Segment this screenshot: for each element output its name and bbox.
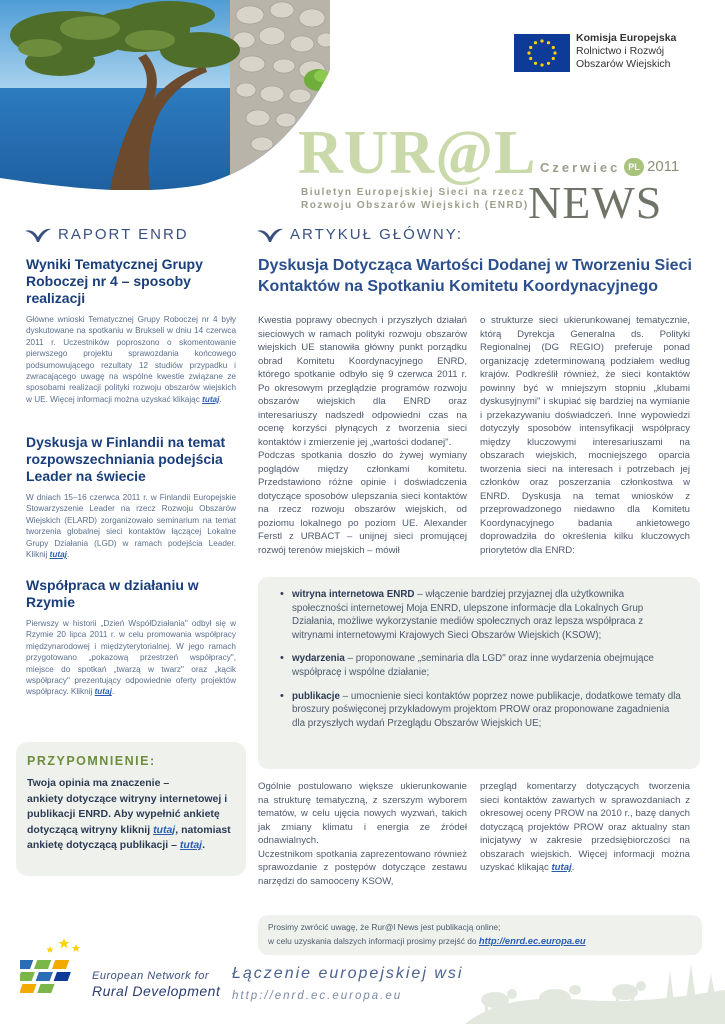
article-text: Główne wnioski Tematycznej Grupy Roboczej nr 4 były dyskutowane na spotkaniu w Brukseli w dniu 14 czerwca 2011 r. Uczestników poproszono o skomentowanie pierwszego projektu sprawozdania końcowego podsumowującego rezultaty 12 studiów przypadku i zwracającego uwagę na wspólne kwestie związane ze sposobami realizacji polityki rozwoju obszarów wiejskich w UE. Więcej informacji można uzyskać klikając bbox=[26, 315, 236, 404]
reminder-end: . bbox=[202, 839, 205, 851]
subtitle-line-2: Rozwoju Obszarów Wiejskich (ENRD) bbox=[301, 200, 529, 211]
list-item-text: – umocnienie sieci kontaktów poprzez nowe publikacje, dodatkowe tematy dla broszury poświęconej przykładowym projektom PROW oraz proponowane zagadnienia dla przyszłych wydań Przeglądu Obszarów Wiejskich UE; bbox=[292, 690, 681, 729]
main-column-3 bbox=[258, 780, 467, 888]
article-body bbox=[26, 492, 236, 560]
ec-line-2: Rolnictwo i Rozwój bbox=[576, 45, 665, 57]
article-title: Współpraca w działaniu w Rzymie bbox=[26, 577, 199, 610]
paragraph-tail: . bbox=[571, 862, 575, 873]
reminder-line-2: ankiety dotyczące witryny internetowej i publikacji ENRD. Aby wypełnić ankietę dotyczącą witryny kliknij bbox=[27, 792, 228, 836]
online-notice bbox=[258, 915, 702, 955]
reminder-box bbox=[16, 742, 246, 876]
article-title: Dyskusja w Finlandii na temat rozpowszechniania podejścia Leader na świecie bbox=[26, 434, 226, 484]
section-heading-label: ARTYKUŁ GŁÓWNY: bbox=[290, 226, 464, 243]
ec-logo-block bbox=[514, 32, 714, 76]
section-heading-label: RAPORT ENRD bbox=[58, 226, 189, 243]
masthead-news: NEWS bbox=[528, 177, 663, 228]
ec-line-3: Obszarów Wiejskich bbox=[576, 58, 671, 70]
language-badge: PL bbox=[624, 158, 644, 176]
masthead-subtitle bbox=[301, 186, 529, 212]
paragraph: Uczestnikom spotkania zaprezentowano również sprawozdanie z postępów dotyczące zestawu narzędzi do samooceny KSOW, bbox=[258, 848, 467, 887]
main-article-title: Dyskusja Dotycząca Wartości Dodanej w Tworzeniu Sieci Kontaktów na Spotkaniu Komitetu Koordynacyjnego bbox=[258, 257, 692, 295]
article-tail: . bbox=[66, 550, 70, 560]
footer-url: http://enrd.ec.europa.eu bbox=[232, 990, 403, 1002]
article-text: Pierwszy w historii „Dzień WspółDziałania" odbył się w Rzymie 20 lipca 2011 r. w celu promowania współpracy międzynarodowej i międzyterytorialnej. W jego ramach przygotowano „pokazową przestrzeń współpracy", miejsce do spotkań „twarzą w twarz" oraz „kącik współpracy" prezentujący odpowiednie oferty projektów współpracy. Kliknij bbox=[26, 619, 236, 697]
subtitle-line-1: Biuletyn Europejskiej Sieci na rzecz bbox=[301, 187, 526, 198]
website-survey-link[interactable]: tutaj bbox=[153, 823, 176, 836]
ec-label bbox=[576, 32, 676, 71]
article-link[interactable]: tutaj bbox=[94, 687, 112, 697]
enrd-website-link[interactable]: http://enrd.ec.europa.eu bbox=[478, 935, 586, 946]
reminder-mid: , natomiast ankietę dotyczącą publikacji – bbox=[27, 823, 231, 851]
header-photo bbox=[0, 0, 330, 190]
article-link[interactable]: tutaj bbox=[202, 394, 220, 404]
publication-survey-link[interactable]: tutaj bbox=[179, 839, 203, 851]
article-title: Wyniki Tematycznej Grupy Roboczej nr 4 – sposoby realizacji bbox=[26, 256, 203, 306]
enrd-name-line-2: Rural Development bbox=[92, 983, 221, 999]
eu-flag-icon bbox=[514, 34, 570, 72]
bird-icon bbox=[256, 227, 284, 243]
notice-line-2-wrap bbox=[268, 934, 692, 948]
notice-line-1: Prosimy zwrócić uwagę, że Rur@l News jest publikacją online; bbox=[268, 922, 501, 932]
paragraph-text: przegląd komentarzy dotyczących tworzenia sieci kontaktów zawartych w sprawozdaniach z okresowej oceny PROW na 2010 r., bazę danych dotyczącą projektów PROW oraz aktualny stan inicjatywy w zakresie przedsiębiorczości na obszarach wiejskich. Więcej informacji można uzyskać klikając bbox=[480, 781, 690, 873]
paragraph bbox=[480, 780, 690, 875]
article-tail: . bbox=[219, 394, 222, 404]
priorities-list bbox=[280, 588, 682, 730]
main-column-1 bbox=[258, 314, 467, 557]
list-item bbox=[280, 588, 682, 642]
article-rome bbox=[26, 577, 236, 698]
article-link[interactable]: tutaj bbox=[49, 550, 67, 560]
reminder-title: PRZYPOMNIENIE: bbox=[27, 754, 156, 768]
paragraph: Podczas spotkania doszło do żywej wymiany poglądów między członkami komitetu. Przedstawiono różne opinie i doświadczenia dotyczące sposobów ulepszania sieci kontaktów na rzecz rozwoju obszarów wiejskich, od poziomu lokalnego po poziom UE. Alexander Ferstl z URBACT – unijnej sieci promującej rozwój terenów miejskich – mówił bbox=[258, 450, 467, 556]
section-heading-report bbox=[24, 226, 189, 243]
article-finland bbox=[26, 434, 236, 560]
article-text: W dniach 15–16 czerwca 2011 r. w Finlandii Europejskie Stowarzyszenie Leader na rzecz Rozwoju Obszarów Wiejskich (ELARD) zorganizowało seminarium na temat tworzenia globalnej sieci kontaktów łączącej Lokalne Grupy Działania (LGD) w ramach podejścia Leader. Kliknij bbox=[26, 493, 236, 560]
paragraph: Kwestia poprawy obecnych i przyszłych działań sieciowych w ramach polityki rozwoju obszarów wiejskich UE stanowiła główny punkt porządku obrad Komitetu Koordynacyjnego ENRD, którego spotkanie odbyło się 9 czerwca 2011 r. Po okresowym przeglądzie programów rozwoju obszarów wiejskich dla ENRD oraz interesariuszy nadszedł odpowiedni czas na ocenę korzyści płynących z tworzenia sieci kontaktów i zmierzenie jej „wartości dodanej". bbox=[258, 315, 467, 448]
enrd-logo-icon bbox=[20, 936, 92, 1000]
footer-slogan: Łączenie europejskiej wsi bbox=[232, 965, 464, 982]
list-item-text: – włączenie bardziej przyjaznej dla użytkownika społeczności internetowej Moja ENRD, ulepszone informacje dla Lokalnych Grup Działania, możliwe wykorzystanie mediów społecznych oraz lepsza współpraca z witrynami internetowymi Krajowych Sieci Obszarów Wiejskich (KSOW); bbox=[292, 589, 644, 641]
priorities-box bbox=[258, 577, 700, 769]
list-item-term: publikacje bbox=[292, 690, 340, 702]
enrd-name-line-1: European Network for bbox=[92, 970, 209, 982]
issue-year: 2011 bbox=[647, 158, 680, 175]
ec-line-1: Komisja Europejska bbox=[576, 32, 677, 44]
main-article-link[interactable]: tutaj bbox=[551, 862, 572, 873]
bird-icon bbox=[24, 227, 52, 243]
main-column-4 bbox=[480, 780, 690, 875]
reminder-line-1: Twoja opinia ma znaczenie – bbox=[27, 777, 170, 789]
article-tail: . bbox=[111, 687, 115, 697]
article-body bbox=[26, 314, 236, 405]
list-item-term: witryna internetowa ENRD bbox=[292, 589, 415, 600]
list-item bbox=[280, 652, 682, 679]
paragraph: o strukturze sieci ukierunkowanej tematycznie, którą Dyrekcja Generalna ds. Polityki Regionalnej (DG REGIO) preferuje ponad organizację zdeterminowaną podziałem według krajów. Podkreślił również, że sieci kontaktów powinny być w mniejszym stopniu „klubami dyskusyjnymi" i skupiać się bardziej na wymianie i przekazywaniu doświadczeń. Inne wypowiedzi dotyczyły sposobów intensyfikacji współpracy między kluczowymi interesariuszami na obszarach wiejskich, mocniejszego oparcia tworzenia sieci na interesach i potrzebach jej członków oraz poszerzania członkostwa w ENRD. Dyskusja na temat wniosków z przeprowadzonego niedawno dla Komitetu Koordynacyjnego badania ankietowego doprowadziła do określenia kilku kluczowych priorytetów dla ENRD: bbox=[480, 315, 690, 556]
section-heading-main bbox=[256, 226, 463, 243]
paragraph: Ogólnie postulowano większe ukierunkowanie na strukturę tematyczną, z szerszym wyborem tematów, w celu ujęcia nowych wyzwań, takich jak zmiany klimatu i energia ze źródeł odnawialnych. bbox=[258, 781, 467, 846]
list-item bbox=[280, 690, 682, 731]
list-item-term: wydarzenia bbox=[292, 653, 345, 665]
notice-line-2: w celu uzyskania dalszych informacji prosimy przejść do bbox=[268, 936, 477, 946]
farm-animals-illustration bbox=[455, 960, 725, 1024]
list-item-text: – proponowane „seminaria dla LGD" oraz inne wydarzenia obejmujące współpracę i wspólne działanie; bbox=[292, 653, 654, 678]
main-column-2 bbox=[480, 314, 690, 557]
masthead-rural: RUR@L bbox=[298, 119, 537, 187]
article-working-group bbox=[26, 256, 236, 405]
issue-month: Czerwiec bbox=[540, 160, 621, 175]
reminder-body bbox=[27, 776, 236, 854]
article-body bbox=[26, 618, 236, 698]
enrd-logo bbox=[20, 936, 220, 1006]
